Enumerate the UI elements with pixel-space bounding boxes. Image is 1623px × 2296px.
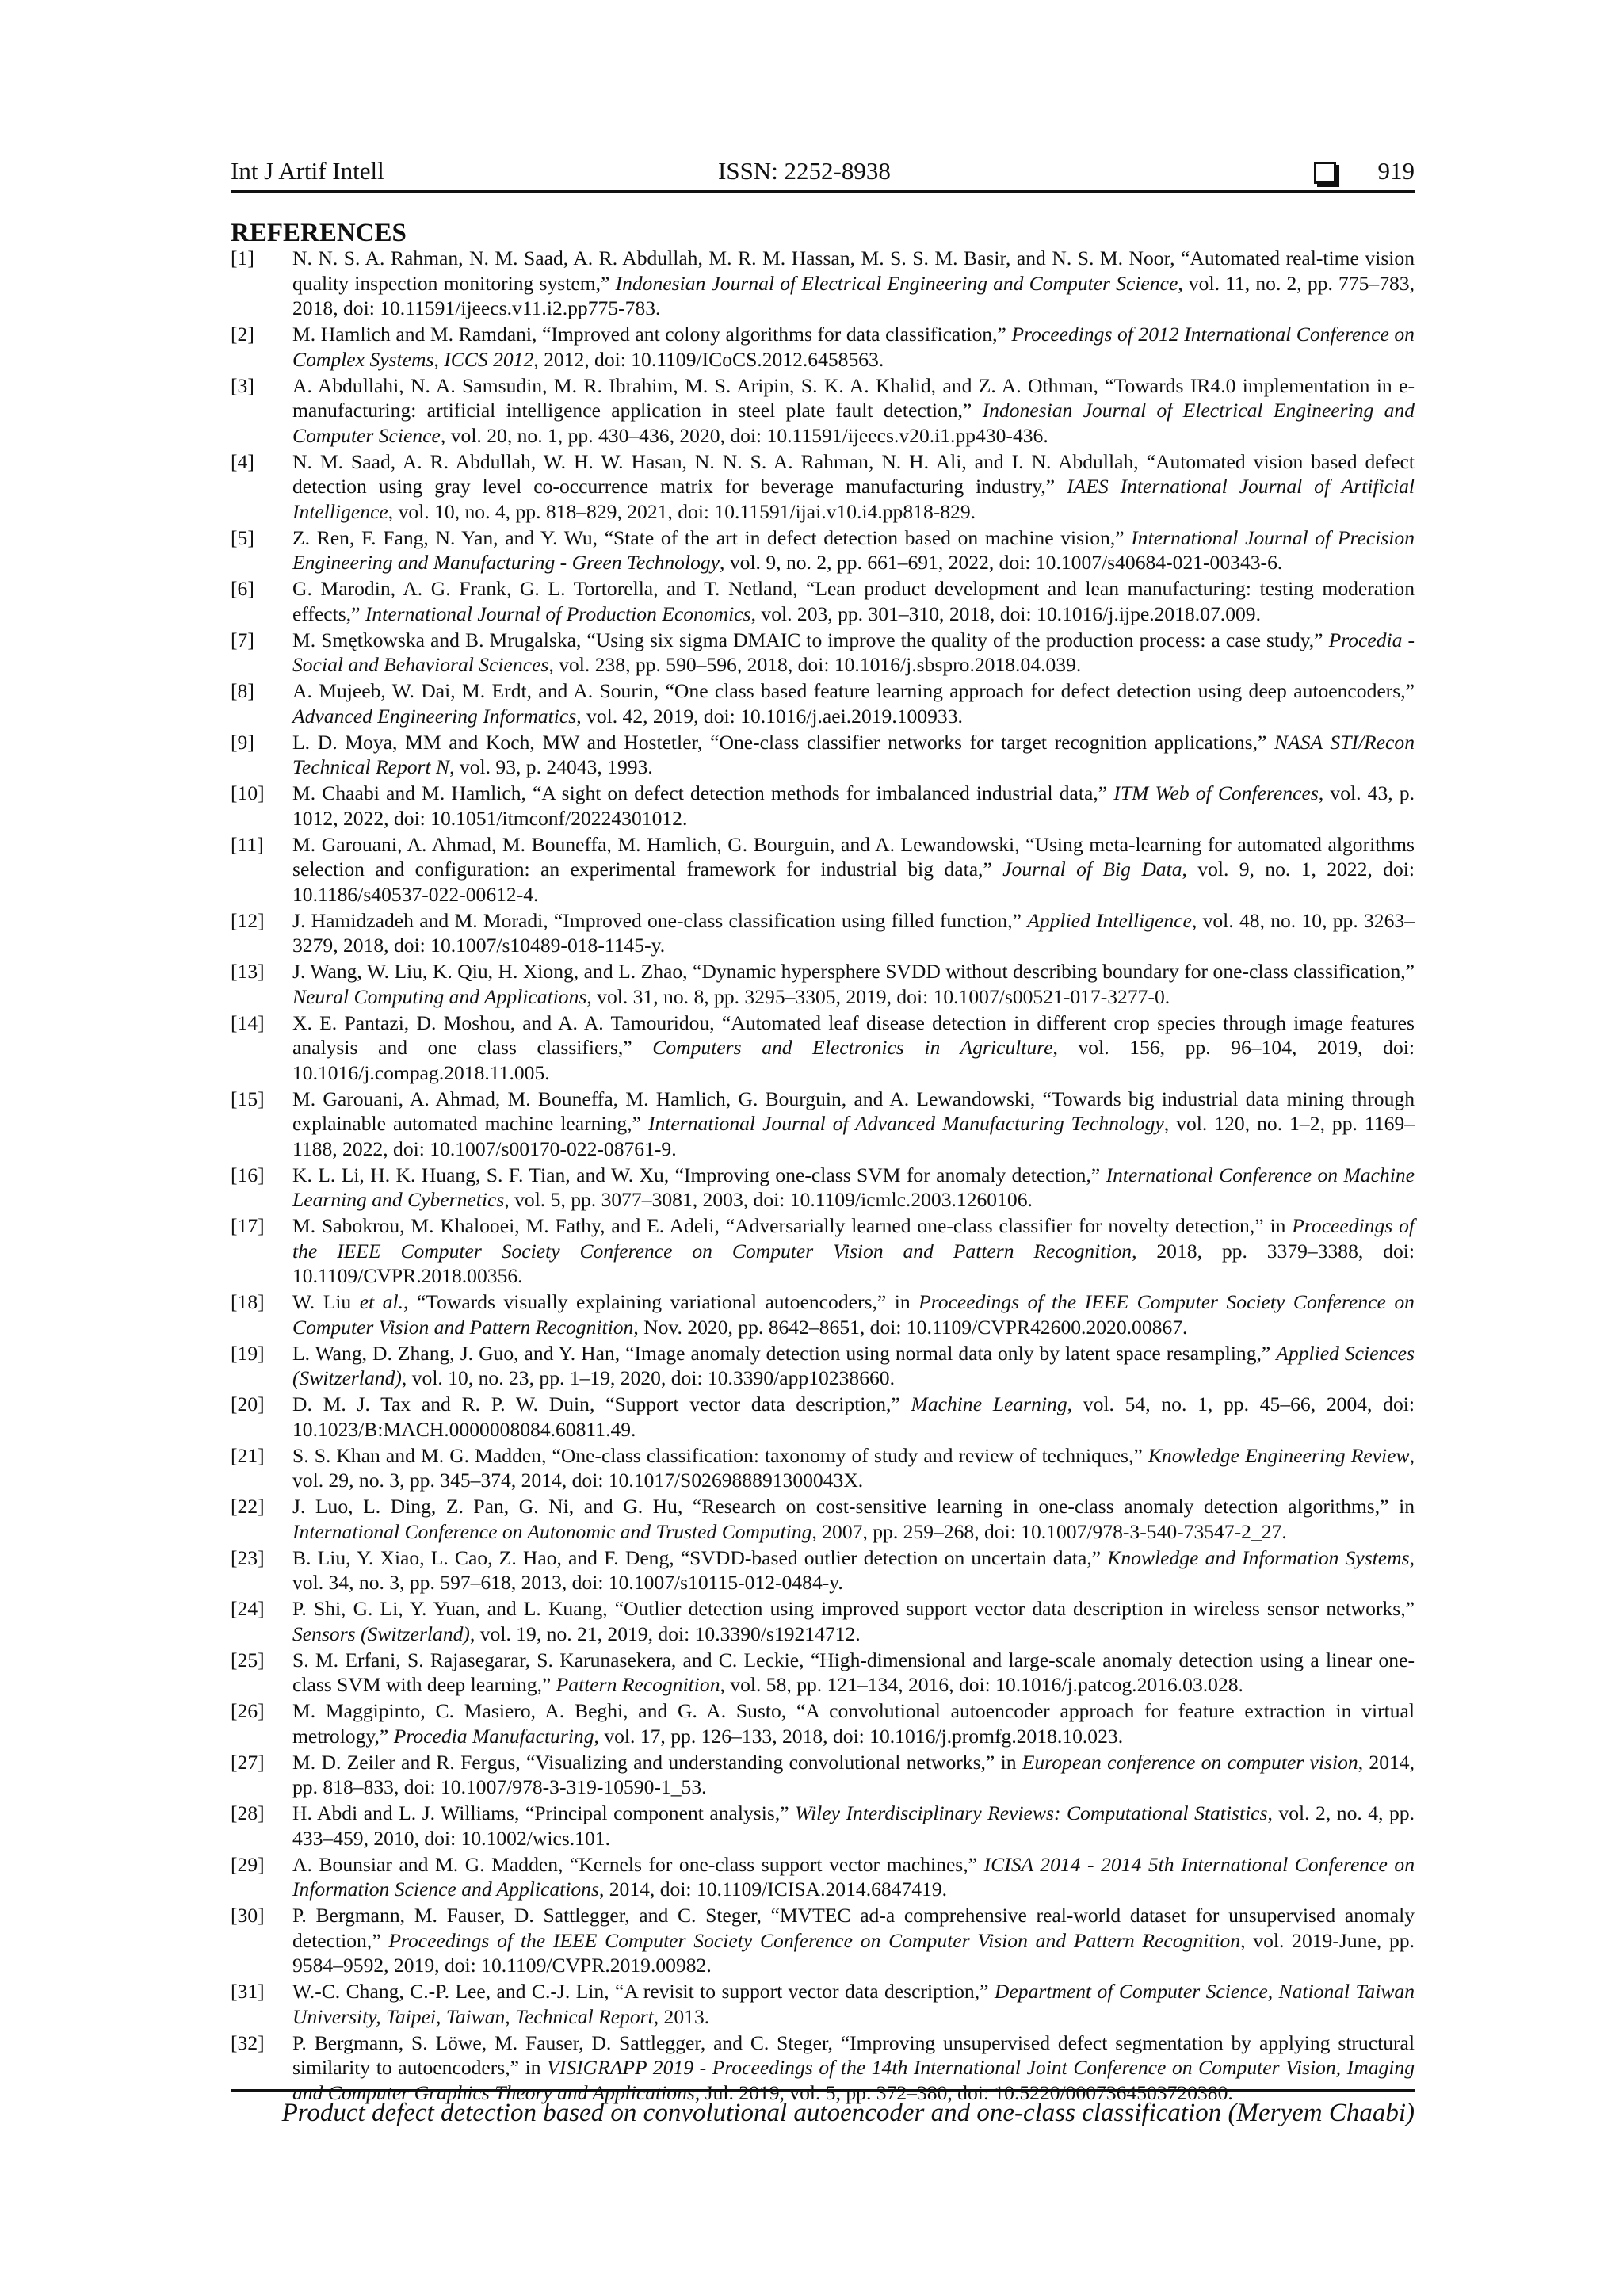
reference-number: [2]	[231, 323, 254, 346]
reference-text	[292, 525, 1415, 575]
reference-number: [19]	[231, 1341, 265, 1365]
reference-venue: Neural Computing and Applications	[292, 984, 587, 1008]
reference-text	[292, 781, 1415, 831]
reference-text	[292, 1392, 1415, 1442]
reference-text	[292, 1698, 1415, 1748]
reference-segment: , vol. 17, pp. 126–133, 2018, doi: 10.1016/j.promfg.2018.10.023.	[594, 1724, 1124, 1748]
reference-number: [24]	[231, 1597, 265, 1620]
reference-segment: N. M. Saad, A. R. Abdullah, W. H. W. Hasan, N. N. S. A. Rahman, N. H. Ali, and I. N. Abdullah, “Automated vision based defect detection using gray level co-occurrence matrix for beverage manufacturing industry,”	[292, 449, 1415, 498]
reference-venue: Department of Computer Science, National Taiwan University, Taipei, Taiwan, Technical Report	[292, 1980, 1415, 2028]
reference-venue: Sensors (Switzerland)	[292, 1622, 470, 1645]
reference-segment: , vol. 19, no. 21, 2019, doi: 10.3390/s19214712.	[469, 1622, 861, 1645]
reference-number: [28]	[231, 1801, 265, 1824]
reference-venue: Pattern Recognition	[556, 1673, 720, 1696]
reference-number: [22]	[231, 1495, 265, 1518]
reference-item	[231, 246, 1415, 321]
reference-segment: , vol. 58, pp. 121–134, 2016, doi: 10.1016/j.patcog.2016.03.028.	[720, 1673, 1243, 1696]
reference-number: [12]	[231, 908, 265, 932]
reference-segment: , 2012, doi: 10.1109/ICoCS.2012.6458563.	[533, 347, 884, 371]
reference-segment: , vol. 42, 2019, doi: 10.1016/j.aei.2019.100933.	[576, 704, 963, 728]
reference-segment: , “Towards visually explaining variational autoencoders,” in	[403, 1290, 919, 1313]
reference-segment: J. Wang, W. Liu, K. Qiu, H. Xiong, and L. Zhao, “Dynamic hypersphere SVDD without describing boundary for one-class classification,”	[292, 960, 1415, 983]
reference-item	[231, 1979, 1415, 2029]
reference-item	[231, 1698, 1415, 1748]
reference-venue: IAES International Journal of Artificial Intelligence	[292, 475, 1415, 523]
reference-segment: , vol. 43, p. 1012, 2022, doi: 10.1051/itmconf/20224301012.	[292, 781, 1415, 830]
reference-item	[231, 1010, 1415, 1086]
reference-number: [9]	[231, 730, 254, 754]
reference-number: [23]	[231, 1545, 265, 1569]
reference-segment: , vol. 9, no. 1, 2022, doi: 10.1186/s40537-022-00612-4.	[292, 858, 1415, 906]
reference-number: [13]	[231, 960, 265, 983]
running-footer: Product defect detection based on convolutional autoencoder and one-class classification (Meryem Chaabi)	[281, 2099, 1415, 2127]
reference-number: [8]	[231, 679, 254, 702]
reference-item	[231, 1545, 1415, 1595]
reference-segment: , vol. 29, no. 3, pp. 345–374, 2014, doi: 10.1017/S026988891300043X.	[292, 1443, 1415, 1492]
reference-segment: L. D. Moya, MM and Koch, MW and Hostetler, “One-class classifier networks for target recognition applications,”	[292, 730, 1275, 754]
reference-number: [18]	[231, 1290, 265, 1313]
reference-segment: A. Bounsiar and M. G. Madden, “Kernels for one-class support vector machines,”	[292, 1852, 984, 1876]
reference-item	[231, 628, 1415, 678]
reference-item	[231, 1648, 1415, 1698]
reference-venue: Knowledge and Information Systems	[1107, 1545, 1410, 1569]
reference-item	[231, 1163, 1415, 1213]
reference-segment: M. D. Zeiler and R. Fergus, “Visualizing and understanding convolutional networks,” in	[292, 1750, 1022, 1774]
reference-segment: A. Abdullahi, N. A. Samsudin, M. R. Ibrahim, M. S. Aripin, S. K. A. Khalid, and Z. A. Othman, “Towards IR4.0 implementation in e-manufacturing: artificial intelligence application in steel plate fault detection,”	[292, 373, 1415, 422]
reference-venue: ICISA 2014 - 2014 5th International Conference on Information Science and Applications	[292, 1852, 1415, 1901]
issn: ISSN: 2252-8938	[718, 157, 891, 185]
reference-text	[292, 1903, 1415, 1978]
reference-venue: Procedia Manufacturing	[393, 1724, 594, 1748]
reference-venue: Knowledge Engineering Review	[1148, 1443, 1410, 1467]
reference-item	[231, 373, 1415, 449]
reference-item	[231, 1392, 1415, 1442]
reference-segment: X. E. Pantazi, D. Moshou, and A. A. Tamouridou, “Automated leaf disease detection in different crop species through image features analysis and one class classifiers,”	[292, 1010, 1415, 1059]
reference-text	[292, 832, 1415, 907]
reference-venue: NASA STI/Recon Technical Report N	[292, 730, 1415, 778]
reference-item	[231, 1341, 1415, 1391]
reference-segment: , vol. 120, no. 1–2, pp. 1169–1188, 2022, doi: 10.1007/s00170-022-08761-9.	[292, 1112, 1415, 1160]
reference-number: [27]	[231, 1750, 265, 1774]
reference-venue: Machine Learning	[911, 1392, 1067, 1415]
reference-segment: G. Marodin, A. G. Frank, G. L. Tortorella, and T. Netland, “Lean product development and lean manufacturing: testing moderation effects,”	[292, 577, 1415, 625]
reference-number: [21]	[231, 1443, 265, 1467]
reference-number: [6]	[231, 577, 254, 600]
reference-item	[231, 1289, 1415, 1339]
reference-segment: , vol. 34, no. 3, pp. 597–618, 2013, doi: 10.1007/s10115-012-0484-y.	[292, 1545, 1415, 1594]
square-box-icon	[1314, 162, 1336, 184]
reference-segment: , vol. 203, pp. 301–310, 2018, doi: 10.1016/j.ijpe.2018.07.009.	[750, 602, 1261, 625]
reference-segment: S. S. Khan and M. G. Madden, “One-class classification: taxonomy of study and review of techniques,”	[292, 1443, 1148, 1467]
reference-text	[292, 576, 1415, 626]
reference-segment: , vol. 5, pp. 3077–3081, 2003, doi: 10.1109/icmlc.2003.1260106.	[504, 1188, 1033, 1211]
reference-text	[292, 1979, 1415, 2029]
page-number: 919	[1377, 157, 1415, 185]
reference-item	[231, 1494, 1415, 1544]
reference-segment: P. Shi, G. Li, Y. Yuan, and L. Kuang, “Outlier detection using improved support vector data description in wireless sensor networks,”	[292, 1597, 1415, 1620]
reference-item	[231, 2030, 1415, 2106]
references-heading: REFERENCES	[231, 219, 407, 247]
reference-venue: ITM Web of Conferences	[1113, 781, 1319, 804]
reference-text	[292, 373, 1415, 449]
reference-number: [1]	[231, 246, 254, 269]
reference-text	[292, 1341, 1415, 1391]
reference-item	[231, 1750, 1415, 1800]
reference-segment: , Nov. 2020, pp. 8642–8651, doi: 10.1109/CVPR42600.2020.00867.	[633, 1315, 1188, 1339]
reference-number: [17]	[231, 1214, 265, 1237]
reference-number: [15]	[231, 1087, 265, 1110]
reference-text	[292, 449, 1415, 525]
reference-item	[231, 678, 1415, 728]
reference-segment: , 2014, pp. 818–833, doi: 10.1007/978-3-319-10590-1_53.	[292, 1750, 1415, 1798]
reference-item	[231, 576, 1415, 626]
reference-segment: M. Sabokrou, M. Khalooei, M. Fathy, and E. Adeli, “Adversarially learned one-class classifier for novelty detection,” in	[292, 1214, 1293, 1237]
reference-text	[292, 1545, 1415, 1595]
reference-segment: M. Hamlich and M. Ramdani, “Improved ant colony algorithms for data classification,”	[292, 323, 1012, 346]
reference-segment: N. N. S. A. Rahman, N. M. Saad, A. R. Abdullah, M. R. M. Hassan, M. S. S. M. Basir, and N. S. M. Noor, “Automated real-time vision quality inspection monitoring system,”	[292, 246, 1415, 295]
reference-segment: M. Chaabi and M. Hamlich, “A sight on defect detection methods for imbalanced industrial data,”	[292, 781, 1114, 804]
reference-venue: VISIGRAPP 2019 - Proceedings of the 14th International Joint Conference on Computer Vision, Imaging and Computer Graphics Theory and Applications	[292, 2056, 1415, 2104]
reference-segment: , vol. 31, no. 8, pp. 3295–3305, 2019, doi: 10.1007/s00521-017-3277-0.	[586, 984, 1170, 1008]
reference-segment: W. Liu	[292, 1290, 360, 1313]
reference-text	[292, 1163, 1415, 1213]
reference-number: [11]	[231, 832, 264, 856]
reference-number: [29]	[231, 1852, 265, 1876]
reference-text	[292, 1801, 1415, 1851]
reference-text	[292, 908, 1415, 958]
reference-text	[292, 1852, 1415, 1902]
reference-item	[231, 730, 1415, 780]
reference-text	[292, 2030, 1415, 2106]
reference-item	[231, 1087, 1415, 1162]
reference-text	[292, 628, 1415, 678]
footer-rule	[231, 2089, 1415, 2092]
reference-number: [4]	[231, 449, 254, 473]
reference-segment: , vol. 54, no. 1, pp. 45–66, 2004, doi: 10.1023/B:MACH.0000008084.60811.49.	[292, 1392, 1415, 1441]
reference-segment: M. Maggipinto, C. Masiero, A. Beghi, and G. A. Susto, “A convolutional autoencoder approach for feature extraction in virtual metrology,”	[292, 1699, 1415, 1748]
reference-venue: Advanced Engineering Informatics	[292, 704, 577, 728]
reference-item	[231, 1213, 1415, 1289]
reference-venue: Proceedings of the IEEE Computer Society Conference on Computer Vision and Pattern Recognition	[388, 1928, 1241, 1952]
reference-venue: Indonesian Journal of Electrical Engineering and Computer Science	[615, 271, 1178, 295]
reference-segment: , vol. 10, no. 4, pp. 818–829, 2021, doi: 10.11591/ijai.v10.i4.pp818-829.	[388, 499, 976, 523]
reference-segment: , vol. 10, no. 23, pp. 1–19, 2020, doi: 10.3390/app10238660.	[401, 1366, 895, 1389]
reference-segment: B. Liu, Y. Xiao, L. Cao, Z. Hao, and F. Deng, “SVDD-based outlier detection on uncertain data,”	[292, 1545, 1108, 1569]
reference-segment: A. Mujeeb, W. Dai, M. Erdt, and A. Sourin, “One class based feature learning approach for defect detection using deep autoencoders,”	[292, 679, 1415, 702]
reference-segment: J. Hamidzadeh and M. Moradi, “Improved one-class classification using filled function,”	[292, 908, 1028, 932]
reference-venue: International Conference on Machine Learning and Cybernetics	[292, 1163, 1415, 1211]
reference-segment: P. Bergmann, M. Fauser, D. Sattlegger, and C. Steger, “MVTEC ad-a comprehensive real-world dataset for unsupervised anomaly detection,”	[292, 1904, 1415, 1952]
reference-text	[292, 322, 1415, 372]
reference-number: [32]	[231, 2030, 265, 2054]
reference-venue: European conference on computer vision	[1022, 1750, 1358, 1774]
reference-text	[292, 959, 1415, 1009]
reference-item	[231, 832, 1415, 907]
reference-number: [3]	[231, 373, 254, 397]
reference-item	[231, 1801, 1415, 1851]
reference-number: [25]	[231, 1648, 265, 1671]
reference-segment: , vol. 20, no. 1, pp. 430–436, 2020, doi: 10.11591/ijeecs.v20.i1.pp430-436.	[440, 423, 1048, 447]
reference-segment: , vol. 11, no. 2, pp. 775–783, 2018, doi: 10.11591/ijeecs.v11.i2.pp775-783.	[292, 271, 1415, 319]
reference-venue: Applied Sciences (Switzerland)	[292, 1341, 1415, 1389]
reference-segment: , vol. 48, no. 10, pp. 3263–3279, 2018, doi: 10.1007/s10489-018-1145-y.	[292, 908, 1415, 957]
reference-number: [26]	[231, 1699, 265, 1722]
reference-segment: J. Luo, L. Ding, Z. Pan, G. Ni, and G. Hu, “Research on cost-sensitive learning in one-class anomaly detection algorithms,” in	[292, 1495, 1415, 1518]
reference-text	[292, 1750, 1415, 1800]
reference-venue: International Conference on Autonomic and Trusted Computing	[292, 1519, 812, 1543]
reference-segment: L. Wang, D. Zhang, J. Guo, and Y. Han, “Image anomaly detection using normal data only by latent space resampling,”	[292, 1341, 1277, 1365]
reference-number: [30]	[231, 1904, 265, 1927]
reference-venue: Wiley Interdisciplinary Reviews: Computational Statistics	[795, 1801, 1268, 1824]
reference-number: [10]	[231, 781, 265, 804]
reference-segment: M. Smętkowska and B. Mrugalska, “Using six sigma DMAIC to improve the quality of the production process: a case study,”	[292, 628, 1329, 651]
reference-venue: International Journal of Advanced Manufacturing Technology	[647, 1112, 1164, 1135]
reference-text	[292, 1443, 1415, 1493]
reference-segment: , vol. 2019-June, pp. 9584–9592, 2019, doi: 10.1109/CVPR.2019.00982.	[292, 1928, 1415, 1977]
reference-venue: Applied Intelligence	[1027, 908, 1192, 932]
journal-name: Int J Artif Intell	[231, 157, 384, 185]
reference-segment: , 2013.	[653, 2004, 710, 2028]
reference-text	[292, 1213, 1415, 1289]
reference-number: [7]	[231, 628, 254, 651]
reference-item	[231, 449, 1415, 525]
reference-segment: K. L. Li, H. K. Huang, S. F. Tian, and W. Xu, “Improving one-class SVM for anomaly detection,”	[292, 1163, 1106, 1186]
reference-segment: S. M. Erfani, S. Rajasegarar, S. Karunasekera, and C. Leckie, “High-dimensional and large-scale anomaly detection using a linear one-class SVM with deep learning,”	[292, 1648, 1415, 1696]
reference-number: [5]	[231, 525, 254, 549]
reference-item	[231, 1903, 1415, 1978]
reference-segment: W.-C. Chang, C.-P. Lee, and C.-J. Lin, “A revisit to support vector data description,”	[292, 1980, 995, 2003]
reference-item	[231, 525, 1415, 575]
reference-venue: Indonesian Journal of Electrical Engineering and Computer Science	[292, 399, 1415, 447]
reference-segment: , vol. 238, pp. 590–596, 2018, doi: 10.1016/j.sbspro.2018.04.039.	[548, 653, 1082, 676]
reference-item	[231, 908, 1415, 958]
reference-item	[231, 959, 1415, 1009]
reference-number: [16]	[231, 1163, 265, 1186]
reference-venue: Computers and Electronics in Agriculture	[652, 1036, 1053, 1059]
reference-venue: Journal of Big Data	[1002, 858, 1182, 881]
reference-item	[231, 1443, 1415, 1493]
reference-venue: Procedia - Social and Behavioral Sciences	[292, 628, 1415, 676]
reference-text	[292, 246, 1415, 321]
reference-text	[292, 730, 1415, 780]
reference-number: [20]	[231, 1392, 265, 1415]
reference-venue: International Journal of Production Economics	[365, 602, 751, 625]
reference-venue: et al.	[359, 1290, 403, 1313]
reference-item	[231, 1596, 1415, 1646]
reference-text	[292, 1494, 1415, 1544]
reference-segment: , 2014, doi: 10.1109/ICISA.2014.6847419.	[598, 1878, 948, 1901]
reference-venue: International Journal of Precision Engineering and Manufacturing - Green Technology	[292, 525, 1415, 574]
reference-segment: , 2018, pp. 3379–3388, doi: 10.1109/CVPR.2018.00356.	[292, 1239, 1415, 1287]
reference-item	[231, 1852, 1415, 1902]
reference-venue: Proceedings of 2012 International Conference on Complex Systems, ICCS 2012	[292, 323, 1415, 371]
reference-segment: P. Bergmann, S. Löwe, M. Fauser, D. Sattlegger, and C. Steger, “Improving unsupervised defect segmentation by applying structural similarity to autoencoders,” in	[292, 2030, 1415, 2079]
reference-segment: H. Abdi and L. J. Williams, “Principal component analysis,”	[292, 1801, 796, 1824]
reference-venue: Proceedings of the IEEE Computer Society Conference on Computer Vision and Pattern Recognition	[292, 1290, 1415, 1339]
reference-segment: Z. Ren, F. Fang, N. Yan, and Y. Wu, “State of the art in defect detection based on machine vision,”	[292, 525, 1132, 549]
reference-text	[292, 1010, 1415, 1086]
reference-segment: M. Garouani, A. Ahmad, M. Bouneffa, M. Hamlich, G. Bourguin, and A. Lewandowski, “Towards big industrial data mining through explainable automated machine learning,”	[292, 1087, 1415, 1135]
reference-segment: , vol. 9, no. 2, pp. 661–691, 2022, doi: 10.1007/s40684-021-00343-6.	[720, 551, 1283, 574]
reference-segment: , vol. 2, no. 4, pp. 433–459, 2010, doi: 10.1002/wics.101.	[292, 1801, 1415, 1850]
reference-number: [31]	[231, 1980, 265, 2003]
reference-segment: D. M. J. Tax and R. P. W. Duin, “Support vector data description,”	[292, 1392, 911, 1415]
reference-text	[292, 1648, 1415, 1698]
reference-venue: Proceedings of the IEEE Computer Society Conference on Computer Vision and Pattern Recognition	[292, 1214, 1415, 1263]
reference-text	[292, 1596, 1415, 1646]
reference-text	[292, 678, 1415, 728]
reference-item	[231, 781, 1415, 831]
reference-number: [14]	[231, 1010, 265, 1034]
running-header	[231, 152, 1415, 190]
header-rule	[231, 190, 1415, 193]
reference-segment: , 2007, pp. 259–268, doi: 10.1007/978-3-540-73547-2_27.	[812, 1519, 1287, 1543]
reference-segment: M. Garouani, A. Ahmad, M. Bouneffa, M. Hamlich, G. Bourguin, and A. Lewandowski, “Using meta-learning for automated algorithms selection and configuration: an experimental framework for industrial big data,”	[292, 832, 1415, 881]
reference-text	[292, 1087, 1415, 1162]
reference-item	[231, 322, 1415, 372]
reference-segment: , vol. 93, p. 24043, 1993.	[449, 755, 653, 778]
reference-segment: , Jul. 2019, vol. 5, pp. 372–380, doi: 10.5220/0007364503720380.	[694, 2080, 1233, 2104]
reference-segment: , vol. 156, pp. 96–104, 2019, doi: 10.1016/j.compag.2018.11.005.	[292, 1036, 1415, 1084]
references-list	[231, 246, 1415, 2107]
reference-text	[292, 1289, 1415, 1339]
